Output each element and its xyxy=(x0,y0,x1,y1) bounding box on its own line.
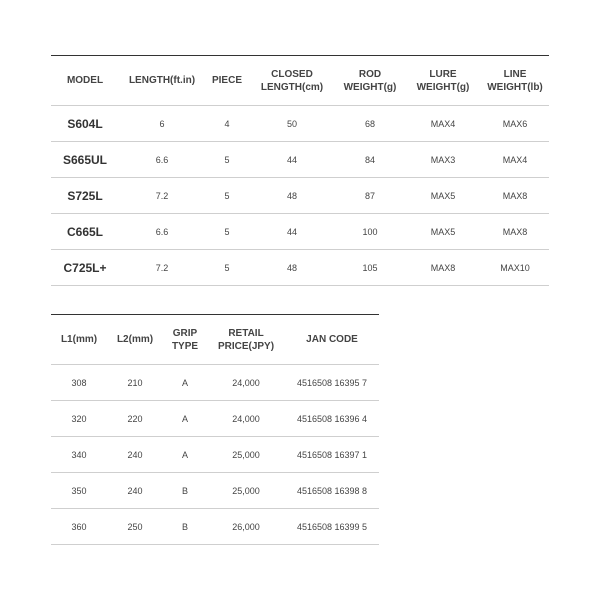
price-cell: 26,000 xyxy=(207,509,285,545)
price-cell: 25,000 xyxy=(207,473,285,509)
piece-cell: 5 xyxy=(205,178,249,214)
l1-cell: 320 xyxy=(51,401,107,437)
model-cell: S725L xyxy=(51,178,119,214)
table-row xyxy=(51,250,549,286)
header-length: LENGTH(ft.in) xyxy=(119,56,205,106)
l2-cell: 220 xyxy=(107,401,163,437)
lure-weight-cell: MAX8 xyxy=(405,250,481,286)
l2-cell: 240 xyxy=(107,437,163,473)
closed-length-cell: 48 xyxy=(249,178,335,214)
table-row xyxy=(51,214,549,250)
header-l2: L2(mm) xyxy=(107,315,163,365)
jan-code-cell: 4516508 16396 4 xyxy=(285,401,379,437)
l1-cell: 340 xyxy=(51,437,107,473)
table-row xyxy=(51,142,549,178)
l2-cell: 210 xyxy=(107,365,163,401)
jan-code-cell: 4516508 16397 1 xyxy=(285,437,379,473)
rod-weight-cell: 68 xyxy=(335,106,405,142)
lure-weight-cell: MAX3 xyxy=(405,142,481,178)
piece-cell: 4 xyxy=(205,106,249,142)
l2-cell: 240 xyxy=(107,473,163,509)
table-row xyxy=(51,437,379,473)
length-cell: 7.2 xyxy=(119,250,205,286)
piece-cell: 5 xyxy=(205,214,249,250)
length-cell: 6 xyxy=(119,106,205,142)
lure-weight-cell: MAX4 xyxy=(405,106,481,142)
header-grip-type: GRIP TYPE xyxy=(163,315,207,365)
rod-weight-cell: 84 xyxy=(335,142,405,178)
line-weight-cell: MAX6 xyxy=(481,106,549,142)
price-cell: 25,000 xyxy=(207,437,285,473)
grip-price-table xyxy=(51,314,379,545)
l2-cell: 250 xyxy=(107,509,163,545)
l1-cell: 308 xyxy=(51,365,107,401)
jan-code-cell: 4516508 16395 7 xyxy=(285,365,379,401)
header-model: MODEL xyxy=(51,56,119,106)
grip-type-cell: A xyxy=(163,401,207,437)
closed-length-cell: 44 xyxy=(249,142,335,178)
grip-type-cell: A xyxy=(163,437,207,473)
table-header-row xyxy=(51,56,549,106)
grip-type-cell: B xyxy=(163,509,207,545)
line-weight-cell: MAX8 xyxy=(481,178,549,214)
line-weight-cell: MAX4 xyxy=(481,142,549,178)
model-cell: S604L xyxy=(51,106,119,142)
header-lure-weight: LURE WEIGHT(g) xyxy=(405,56,481,106)
piece-cell: 5 xyxy=(205,142,249,178)
header-line-weight: LINE WEIGHT(lb) xyxy=(481,56,549,106)
table-row xyxy=(51,401,379,437)
rod-weight-cell: 87 xyxy=(335,178,405,214)
lure-weight-cell: MAX5 xyxy=(405,178,481,214)
closed-length-cell: 50 xyxy=(249,106,335,142)
closed-length-cell: 48 xyxy=(249,250,335,286)
piece-cell: 5 xyxy=(205,250,249,286)
closed-length-cell: 44 xyxy=(249,214,335,250)
header-l1: L1(mm) xyxy=(51,315,107,365)
model-cell: S665UL xyxy=(51,142,119,178)
l1-cell: 350 xyxy=(51,473,107,509)
table-row xyxy=(51,473,379,509)
table-row xyxy=(51,509,379,545)
model-cell: C665L xyxy=(51,214,119,250)
table-header-row xyxy=(51,315,379,365)
grip-type-cell: B xyxy=(163,473,207,509)
model-cell: C725L+ xyxy=(51,250,119,286)
header-jan-code: JAN CODE xyxy=(285,315,379,365)
table-row xyxy=(51,106,549,142)
table-row xyxy=(51,365,379,401)
line-weight-cell: MAX8 xyxy=(481,214,549,250)
rod-weight-cell: 105 xyxy=(335,250,405,286)
header-rod-weight: ROD WEIGHT(g) xyxy=(335,56,405,106)
header-retail-price: RETAIL PRICE(JPY) xyxy=(207,315,285,365)
table-row xyxy=(51,178,549,214)
jan-code-cell: 4516508 16398 8 xyxy=(285,473,379,509)
jan-code-cell: 4516508 16399 5 xyxy=(285,509,379,545)
price-cell: 24,000 xyxy=(207,365,285,401)
rod-spec-table xyxy=(51,55,549,286)
length-cell: 7.2 xyxy=(119,178,205,214)
line-weight-cell: MAX10 xyxy=(481,250,549,286)
l1-cell: 360 xyxy=(51,509,107,545)
rod-weight-cell: 100 xyxy=(335,214,405,250)
length-cell: 6.6 xyxy=(119,214,205,250)
header-closed-length: CLOSED LENGTH(cm) xyxy=(249,56,335,106)
lure-weight-cell: MAX5 xyxy=(405,214,481,250)
grip-type-cell: A xyxy=(163,365,207,401)
header-piece: PIECE xyxy=(205,56,249,106)
price-cell: 24,000 xyxy=(207,401,285,437)
length-cell: 6.6 xyxy=(119,142,205,178)
